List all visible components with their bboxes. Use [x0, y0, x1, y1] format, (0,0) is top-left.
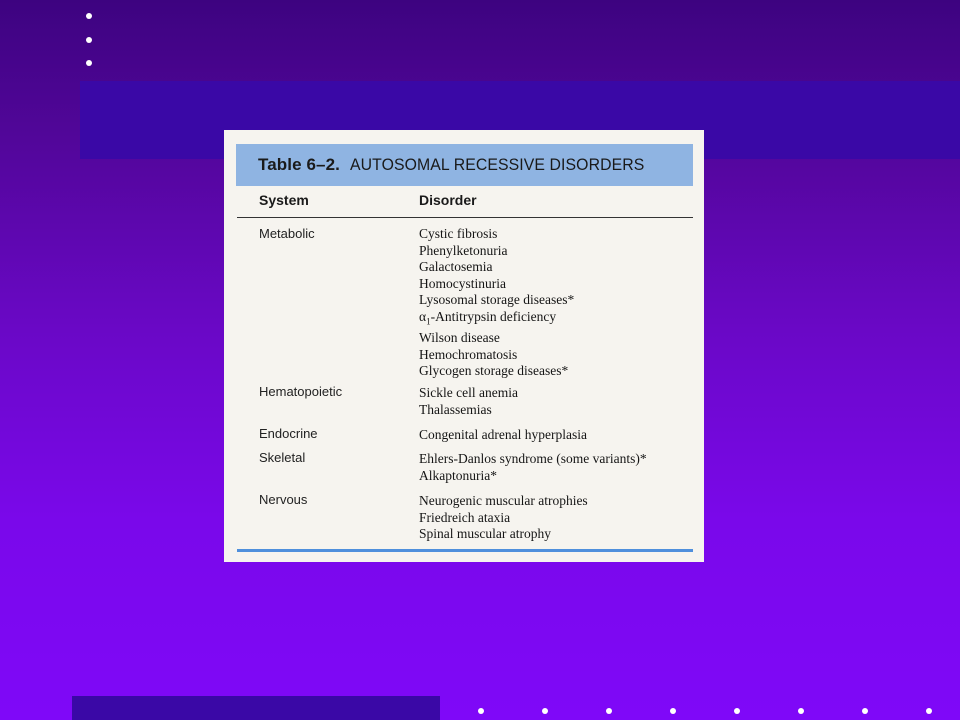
system-hematopoietic: Hematopoietic: [259, 384, 343, 399]
bullet-dot-icon: [86, 37, 92, 43]
alpha-subscript: 1: [426, 316, 431, 327]
bullet-dot-icon: [86, 60, 92, 66]
table-title-text: AUTOSOMAL RECESSIVE DISORDERS: [349, 155, 645, 174]
disorder-item: Spinal muscular atrophy: [419, 526, 551, 542]
disorder-list-skeletal: [419, 451, 647, 484]
bullet-dot-icon: [542, 708, 548, 714]
alpha-symbol: α: [419, 308, 427, 324]
disorder-list-nervous: [419, 493, 588, 543]
disorder-item: Thalassemias: [419, 401, 492, 417]
bullet-dot-icon: [926, 708, 932, 714]
disorder-item: Alkaptonuria*: [419, 467, 497, 483]
system-metabolic: Metabolic: [259, 226, 315, 241]
table-title-bar: [236, 144, 693, 186]
disorder-item: Sickle cell anemia: [419, 385, 518, 400]
disorder-item: Wilson disease: [419, 330, 500, 346]
disorder-item: Phenylketonuria: [419, 242, 508, 258]
disorder-item: Glycogen storage diseases*: [419, 363, 569, 379]
column-header-disorder: Disorder: [419, 192, 477, 208]
bullet-dot-icon: [606, 708, 612, 714]
disorder-item: Ehlers-Danlos syndrome (some variants)*: [419, 451, 647, 466]
bullet-dot-icon: [734, 708, 740, 714]
header-rule: [237, 217, 693, 218]
column-header-system: System: [259, 192, 309, 208]
disorder-item: Cystic fibrosis: [419, 226, 498, 241]
system-endocrine: Endocrine: [259, 426, 318, 441]
bullet-dot-icon: [862, 708, 868, 714]
bullet-dot-icon: [478, 708, 484, 714]
bullet-dot-icon: [670, 708, 676, 714]
system-skeletal: Skeletal: [259, 450, 306, 465]
table-title: [258, 155, 666, 175]
disorder-item: Congenital adrenal hyperplasia: [419, 427, 587, 442]
table-number: Table 6–2.: [258, 155, 340, 174]
disorder-list-endocrine: [419, 427, 587, 444]
disorder-item: Neurogenic muscular atrophies: [419, 493, 588, 508]
disorder-list-metabolic: [419, 226, 574, 380]
system-nervous: Nervous: [259, 492, 308, 507]
bullet-dot-icon: [86, 13, 92, 19]
table-image: [224, 130, 704, 562]
disorder-item: Hemochromatosis: [419, 346, 518, 362]
alpha-rest: -Antitrypsin deficiency: [430, 308, 557, 324]
bullet-dot-icon: [798, 708, 804, 714]
disorder-list-hematopoietic: [419, 385, 518, 418]
disorder-item: Galactosemia: [419, 259, 493, 275]
disorder-item: Friedreich ataxia: [419, 509, 511, 525]
bottom-band: [72, 696, 440, 720]
disorder-item: Homocystinuria: [419, 275, 506, 291]
disorder-item-alpha1: [419, 309, 574, 330]
footer-rule: [237, 549, 693, 552]
disorder-item: Lysosomal storage diseases*: [419, 292, 575, 308]
